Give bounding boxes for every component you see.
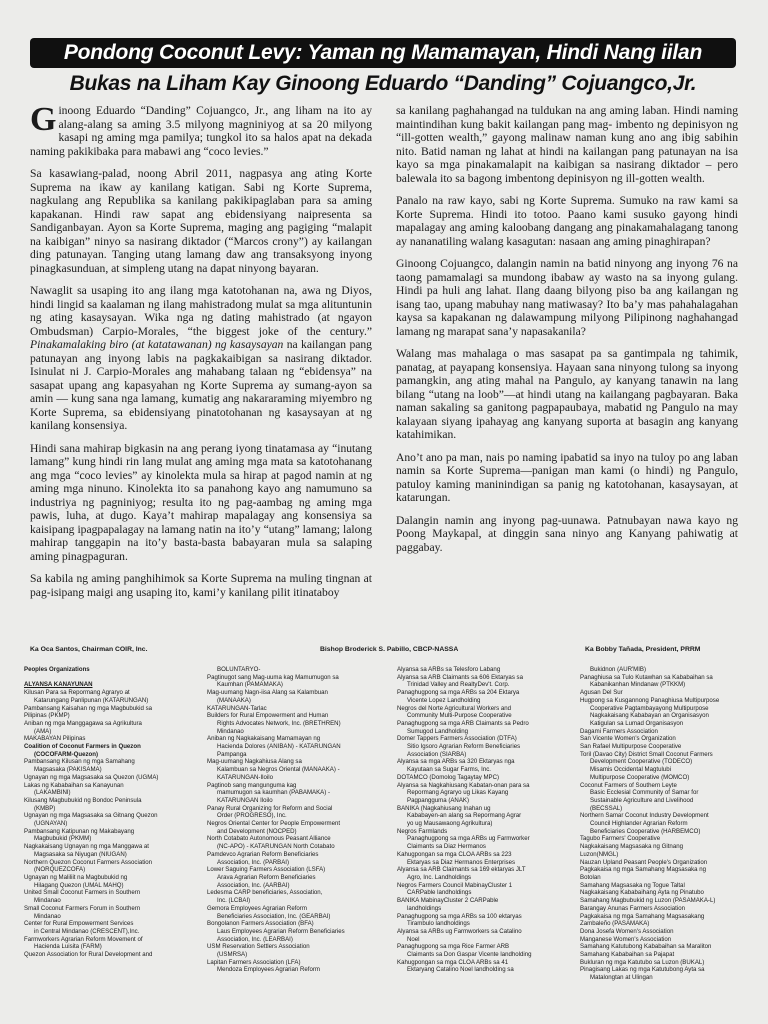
org-list-item: and Development (NOCPED) [217,827,297,835]
paragraph-5: Sa kabila ng aming panghihimok sa Korte Suprema na muling tingnan at pag-isipang maigi ang usaping ito, kami’y kanilang pilit itinataboy [30,572,372,599]
org-list-item [24,674,196,682]
paragraph-11: Dalangin namin ang inyong pag-uunawa. Patnubayan nawa kayo ng Poong Maykapal, at dinggin sana ninyo ang Kanyang pahiwatig at paggabay. [396,513,738,554]
org-list-item: Mendoza Employees Agrarian Reform [217,966,320,974]
drop-cap: G [30,104,57,138]
org-list-item: Development Cooperative (TODECO) [590,758,693,766]
org-list-item: Alyansa sa ARBs sa Telesforo Labang [397,666,501,673]
org-list-item: Pagkakaisa ng mga Samahang Magsasaka ng [580,866,707,874]
org-list-item: North Cotabato Autonomous Peasant Alliance [207,835,331,843]
org-list-item: Vicente Lopez Landholding [407,696,481,704]
org-list-item: Community Multi-Purpose Cooperative [407,712,512,720]
org-list-item: landholdings [407,904,442,912]
org-list-item: KATARUNGAN-Tarlac [207,704,267,712]
org-list-item: MAKABAYAN Pilipinas [24,735,86,743]
org-list-item: Domer Tappers Farmers Association (DTFA) [397,735,517,743]
org-list-item: Panaghiusa sa Tulo Kutawhan sa Kababaihan sa [580,673,713,681]
org-list-item: Coconut Farmers of Southern Leyte [580,781,677,789]
signatories-row [30,646,742,658]
org-list-item: Arava Agrarian Reform Beneficiaries [217,873,316,881]
org-list-item: Dona Josefa Women's Association [580,927,674,935]
org-list-item: Aniban ng mga Manggagawa sa Agrikultura [24,719,142,727]
paragraph-3: Nawaglit sa usaping ito ang ilang mga katotohanan na, awa ng Diyos, hindi lingid sa kaalaman ng ilang mahistradong mulat sa mga alituntunin ng ating kasaysayan. Wika nga ng dating mahistrado (at ngayon Ombudsman) Carpio-Morales, “the biggest joke of the century.” Pinakamalaking biro (at katatawanan) ng kasaysayan na kailangan pang patunayan ang inyong labis na pagkakaibigan sa nasirang diktador. Isinulat ni J. Carpio-Morales ang mahabang talaan ng “ebidensya” na sasapat upang ang kapasyahan ng Korte Suprema ay sumang-ayon sa amin — kung sana nga lamang, kumatig ang nakararaming miyembro ng Korte Suprema, sa ebidensiyang pinatotohanan ng kasaysayan at ng kanilang konsensiya. [30,284,372,432]
org-list-item: KATARUNGAN-Iloilo [217,773,273,781]
org-list-item: USM Reservation Settlers Association [207,943,310,951]
org-list-item: Claimants sa Diaz Hermanos [407,843,486,851]
org-list-item: Aniban ng Nagkakaisang Mamamayan ng [207,735,321,743]
paragraph-2: Sa kasawiang-palad, noong Abril 2011, nagpasya ang ating Korte Suprema na ikaw ay kanilang katigan. Sabi ng Korte Suprema, nagkulang ang Republika sa kanilang pakikipaglaban para sa aming kapakanan. Hindi raw sapat ang ebidensiyang naipresenta sa Sandiganbayan. Ayon sa Korte Suprema, maging ang pagiging “malapit na kaibigan” ninyo sa nasirang diktador (“Marcos crony”) ay kailangan ding patunayan. Tanging utang lamang daw ang transaksyong inyong pinagkasunduan, at simpleng utang na dapat ninyong bayaran. [30,167,372,275]
org-list-item: Matalongtan at Ulingan [590,974,653,982]
org-list-item: Ektaryang Catalino Noel landholding sa [407,966,514,974]
org-list-item: Alyansa sa mga ARBs sa 320 Ektaryas nga [397,758,515,766]
org-list-item: Bongolanon Farmers Association (BFA) [207,920,314,928]
org-list-item: Pambansang Kilusan ng mga Samahang [24,758,135,766]
org-list-item: Agusan Del Sur [580,689,623,697]
org-list-item: (USMRSA) [217,951,248,959]
org-list-item: Ugnayan ng mga Magsasaka sa Quezon (UGMA) [24,773,159,781]
org-list-item: Barangay Anunas Farmers Association [580,904,686,912]
org-list-item: Kayutaan sa Sugar Farms, Inc. [407,766,491,774]
org-list-item: Panaghugpong sa mga ARBs sa 100 ektaryas [397,912,522,920]
org-list-item: Ugnayan ng mga Magsasaka sa Gitnang Quezon [24,812,158,820]
org-list-item: Tagubo Farmers' Cooperative [580,835,661,843]
org-list-item: Laus Employees Agrarian Reform Beneficiaries [217,927,345,935]
signatory-1: Ka Oca Santos, Chairman COIR, Inc. [30,646,148,653]
org-list-item: Cooperative Pagtambayayong Multipurpose [590,704,709,712]
org-list-item: Tirambulo landholdings [407,920,470,928]
org-list-item: United Small Coconut Farmers in Southern [24,889,141,897]
signatory-2: Bishop Broderick S. Pabillo, CBCP-NASSA [320,646,459,653]
org-list-item: Council Highlander Agrarian Reform [590,820,688,828]
org-list-item: Mag-uumang Nagn-iisa Alang sa Kalambuan [207,689,328,697]
org-list-item: Trinidad Valley and RealtyDev't. Corp. [407,681,510,689]
paragraph-10: Ano’t ano pa man, nais po naming ipabatid sa inyo na tuloy po ang laban namin sa Korte Suprema—panigan man kami (o hindi) ng Pangulo, patuloy kaming maninindigan sa panig ng katotohanan, kasaysayan, at katarungan. [396,450,738,504]
org-list-item: Zambaleño (PASAMAKA) [580,920,650,928]
paragraph-6: sa kanilang paghahangad na tuldukan na ang aming laban. Hindi naming maintindihan kung bakit kailangan pang mag- imbento ng depinisyon ng “ill-gotten wealth,” gayong malinaw naman kung ano ang ibig sabihin nito. Batid naman ng lahat at hindi na kailangan pang patunayan na isa kayo sa mga pinakamalapit na kaibigan sa nasirang diktador – pero balewala ito sa bagong imbentong depinisyon ng ill-gotten wealth. [396,104,738,185]
org-list-item: Association, Inc. (PARBAI) [217,858,290,866]
org-list-item: Panay Rural Organizing for Reform and Social [207,804,333,812]
org-list-item: Manganese Women's Association [580,935,672,943]
org-list-item: Mindanao [34,912,61,920]
org-list-item: ALYANSA KANAYUNAN [24,681,93,689]
paragraph-4: Hindi sana mahirap bigkasin na ang perang iyong tinatamasa ay “inutang lamang” kung hindi rin lang mulat ang aming mga mata sa katotohanang ang mga “coco levies” ay kinolekta mula sa hirap at pagod namin at ng aming mga ninuno. Kinolekta ito sa panahong kayo ang namumuno sa industriya ng pagniniyog; resulta ito ng pag-aambag ng aming mga pawis, luha, at dugo. Kaya’t mahirap mapalagay ang konsensiya sa kaisipang ipagpapalagay na lamang natin na ito’y “utang” lamang; lalong mahirap tanggapin na ito’y basta-basta babayaran mula sa salaping aming pinagpaguran. [30,441,372,563]
org-list-item: Alyansa sa Nagkahiusang Kabatan-onan para sa [397,781,530,789]
org-list-item: (NC-APO) - KATARUNGAN North Cotabato [217,843,335,851]
org-list-item: Panaghugpong sa mga Rice Farmer ARB [397,943,510,951]
org-list-item: BANIKA (Nagkahiusang Inahan ug [397,804,491,812]
org-list-item: Nagkakaisang Kababaihang Ayta ng Pinatubo [580,889,704,897]
org-list-item: Panaghugpong sa mga ARBs ug Farmworker [407,835,530,843]
org-list-item: Kahugpongan sa mga CLOA ARBs sa 223 [397,850,512,858]
org-list-item: Quezon Association for Rural Development and [24,951,153,959]
org-list-item: Beneficiaries Association, Inc. (GEARBAI) [217,912,331,920]
org-list-item: (AMA) [34,727,52,735]
org-list-item: Pilipinas (PKMP) [24,712,70,720]
org-list-item: Botolan [580,873,601,881]
org-list-item: Samahang Katutubong Kababaihan sa Maraliton [580,943,712,951]
org-list-item: (COCOFARM-Quezon) [34,750,98,758]
org-list-item: Hacienda Luisita (FARM) [34,943,102,951]
org-list-item: Multipurpose Cooperative (MOMCO) [590,773,690,781]
org-list-item: KATARUNGAN Iloilo [217,796,273,804]
org-list-item: Ledesma CARP beneficiaries, Association, [207,889,323,897]
org-list-item: Katigulan sa Lumad Organisasyon [590,719,684,727]
org-list-item: Nagkakaisang Kababayan an Organisasyon [590,712,709,720]
org-list-item: Pagtinugot sang Mag-uuma kag Mamumugon sa [207,673,339,681]
org-list-item: Negros del Norte Agricultural Workers and [397,704,512,712]
org-list-item: Rights Advocates Network, Inc. (BRETHREN) [217,719,341,727]
signatory-3: Ka Bobby Tañada, President, PRRM [585,646,701,653]
org-list-item: Pamdevco Agrarian Reform Beneficiaries [207,850,319,858]
org-list-item: Pagkakaisa ng mga Samahang Magsasakang [580,912,705,920]
org-list-item: Kahugpongan sa mga CLOA ARBs sa 41 [397,958,509,966]
org-list-item: Gemora Employees Agrarian Reform [207,904,307,912]
org-list-item: Coalition of Coconut Farmers in Quezon [24,743,141,751]
org-list-item: Farmworkers Agrarian Reform Movement of [24,935,143,943]
org-list-col-1 [24,666,196,1024]
org-list-item: Kalambuan sa Negros Oriental (MANAAKA) - [217,766,340,774]
subtitle: Bukas na Liham Kay Ginoong Eduardo “Danding” Cojuangco,Jr. [69,72,697,95]
org-list-item: mamumugon sa kaumhan (PABAMAKA) - [217,789,331,797]
org-list-col-3 [397,666,569,1024]
org-list-item: Bukidnon (AUR'MIB) [590,666,647,673]
org-list-item: Claimants sa Don Gaspar Vicente landholding [407,951,532,959]
org-list-item: Mindanao [217,727,244,735]
org-list-item: Lower Saguing Farmers Association (LSFA) [207,866,326,874]
org-list-item: (NORQUEZCOFA) [34,866,86,874]
org-list-item: Association, Inc. (LEARBAI) [217,935,293,943]
org-list-item: Katarungang Panlipunan (KATARUNGAN) [34,696,149,704]
org-list-item: Sitio Igsoro Agrarian Reform Beneficiaries [407,743,521,751]
org-list-item: Pambansang Kaisahan ng mga Magbubukid sa [24,704,153,712]
org-list-item: Negros Farmlands [397,827,448,835]
org-list-item: Nagkakaisang Magsasaka ng Gitnang [580,843,683,851]
org-list-item: Northern Samar Coconut Industry Development [580,812,709,820]
org-list-item: (KMBP) [34,804,56,812]
org-list-item: BOLUNTARYO- [217,666,261,673]
org-list-item: CARPable landholdings [407,889,472,897]
org-list-item: Samahang Magbubukid ng Luzon (PASAMAKA-L) [580,897,716,905]
org-list-item: Small Coconut Farmers Forum in Southern [24,904,141,912]
org-list-item: Mag-uumang Nagkahiusa Alang sa [207,758,302,766]
org-list-item: Pinagisang Lakas ng mga Katutubong Ayta sa [580,966,705,974]
org-list-item: Association, Inc. (AARBAI) [217,881,290,889]
paragraph-8: Ginoong Cojuangco, dalangin namin na batid ninyong ang inyong 76 na taong pamamalagi sa mundong ibabaw ay wasto na sa inyong gulang. Hindi pa huli ang lahat. Ilang daang bilyong piso ba ang kailangan ng isang tao, upang mabuhay nang matiwasay? Ito ba’y mas pahahalagahan kaysa sa kapakanan ng dalawampung milyong Pilipinong naghahangad lamang ng marapat sana’y napasakanila? [396,257,738,338]
org-list-item: Magbubukid (PKMM) [34,835,92,843]
org-list-item: Magsasaka (PAKISAMA) [34,766,102,774]
org-list-item: Hacienda Dolores (ANIBAN) - KATARUNGAN [217,743,341,751]
org-list-item: Magsasaka sa Niyugan (NIUGAN) [34,850,127,858]
org-list-item: DOTAMCO (Domolog Tagaytay MPC) [397,773,500,781]
org-list-item: Kaumhan (PAMAMAKA) [217,681,283,689]
org-list-item: Panaghugpong sa mga ARBs sa 204 Ektarya [397,689,520,697]
org-list-item: Hugpong sa Kusgannong Panaghiusa Multipurpose [580,696,720,704]
org-list-item: San Rafael Multipurpose Cooperative [580,743,682,751]
org-list-item: Peoples Organizations [24,666,90,673]
org-list-item: Ektaryas sa Diaz Hermanos Enterprises [407,858,516,866]
org-list-item: Northern Quezon Coconut Farmers Association [24,858,153,866]
letter-column-right [396,104,738,624]
org-list-item: Lakas ng Kababaihan sa Kanayunan [24,781,124,789]
paragraph-7: Panalo na raw kayo, sabi ng Korte Suprema. Sumuko na raw kami sa Korte Suprema. Hindi ito totoo. Paano kami susuko gayong hindi mapalagay ang aming kaloobang dangang ang pinakamahalagang tanong ay nananatiling walang kasagutan: nasaan ang aming pinaghirapan? [396,194,738,248]
org-list-item: Samahang Kababaihan sa Pajapat [580,951,675,959]
org-list-item: in Central Mindanao (CRESCENT),Inc. [34,927,140,935]
org-list-item: Pagpangguma (ANAK) [407,796,469,804]
org-list-item: Order (PROGRESO), Inc. [217,812,287,820]
org-list-item: Kababayen-an alang sa Repormang Agrar [407,812,522,820]
org-list-col-2 [207,666,379,1024]
org-list-item: Alyansa sa ARB Claimants sa 606 Ektaryas sa [397,673,523,681]
org-list-item: Pampanga [217,750,247,758]
org-list-item: Kabanikanhan Mindanaw (PTKKM) [590,681,686,689]
org-list-item: Negros Oriental Center for People Empowerment [207,820,341,828]
org-list-item: Basic Ecclesial Community of Samar for [590,789,699,797]
org-list-item: Sumugod Landholding [407,727,468,735]
org-list-item: Alyansa sa ARB Claimants sa 169 ektaryas JLT [397,866,526,874]
org-list-item: BANIKA MabinayCluster 2 CARPable [397,897,499,905]
org-list-col-4 [580,666,752,1024]
org-list-item: (LAKAMBINI) [34,789,71,797]
org-list-item: Center for Rural Empowerment Services [24,920,134,928]
org-list-item: Nagkakaisang Ugnayan ng mga Manggawa at [24,843,150,851]
org-list-item: Negros Farmers Council MabinayCluster 1 [397,881,513,889]
org-list-item: Nauzan Upland Peasant People's Organization [580,858,708,866]
org-list-item: Lapitan Farmers Association (LFA) [207,958,301,966]
org-list-item: Pambansang Katipunan ng Makabayang [24,827,135,835]
org-list-item: Agro, Inc. Landholdings [407,873,472,881]
org-list-item: Kilusang Magbubukid ng Bondoc Peninsula [24,796,142,804]
org-list-item: Panaghugpong sa mga ARB Claimants sa Pedro [397,719,529,727]
org-list-item: Noel [407,935,420,943]
org-list-item: Sustainable Agriculture and Livelihood [590,796,694,804]
org-list-item: Luzon(NMGL) [580,850,619,858]
paragraph-1: Ginoong Eduardo “Danding” Cojuangco, Jr., ang liham na ito ay alang-alang sa aming 3.5 milyong magniniyog at sa 20 milyong kasapi ng aming mga pamilya; tungkol ito sa halos apat na dekada naming pakikibaka para mabawi ang “coco levies.” [30,104,372,158]
org-list-item: Alyansa sa ARBs ug Farmworkers sa Catalino [397,927,522,935]
org-list-item: Builders for Rural Empowerment and Human [207,712,329,720]
headline-banner: Pondong Coconut Levy: Yaman ng Mamamayan, Hindi Nang iilan [30,38,736,68]
org-list-item: Dagami Farmers Association [580,727,658,735]
org-list-item: Mindanao [34,897,61,905]
org-list-item: Ugnayan ng Maliliit na Magbubukid ng [24,873,128,881]
org-list-item: Beneficiaries Cooperative (HARBEMCO) [590,827,701,835]
org-list-item: Samahang Magsasaka ng Togue Taltal [580,881,685,889]
org-list-item: (UGNAYAN) [34,820,68,828]
org-list-item: Toril (Davao City) District Small Coconut Farmers [580,750,713,758]
org-list-item: (MANAAKA) [217,696,251,704]
org-list-item: yo ug Mausawaong Agrikultura) [407,820,493,828]
paragraph-9: Walang mas mahalaga o mas sasapat pa sa gantimpala ng tahimik, panatag, at payapang konsensiya. Hayaan sana ninyong tulong sa inyong pamangkin, ang ating mahal na Pangulo, ay kanyang tanawin na lang bilang “utang na loob”—at hindi utang na kailangang pagbayaran. Baka naman sakaling sa ganitong pagpapaubaya, mabatid ng Pangulo na may kalayaan siyang ipahayag ang kanyang suporta at basagin ang kanyang katahimikan. [396,347,738,441]
org-list-item: San Vicente Women's Organization [580,735,676,743]
org-list-item: Pagtinob sang mangunguma kag [207,781,297,789]
org-list-item: Misamis Occidental Magtulubi [590,766,671,774]
org-list-item: Inc. (LCBAI) [217,897,251,905]
org-list-item: Association (SIARBA) [407,750,467,758]
org-list-item: Repormang Agraryo ug Likas Kayang [407,789,509,797]
letter-column-left [30,104,372,624]
org-list-item: Hilagang Quezon (UMAL MAHQ) [34,881,124,889]
org-list-item: Kilusan Para sa Repormang Agraryo at [24,689,130,697]
org-list-item: (BECSSAL) [590,804,623,812]
org-list-item: Bukluran ng mga Katutubo sa Luzon (BUKAL) [580,958,705,966]
